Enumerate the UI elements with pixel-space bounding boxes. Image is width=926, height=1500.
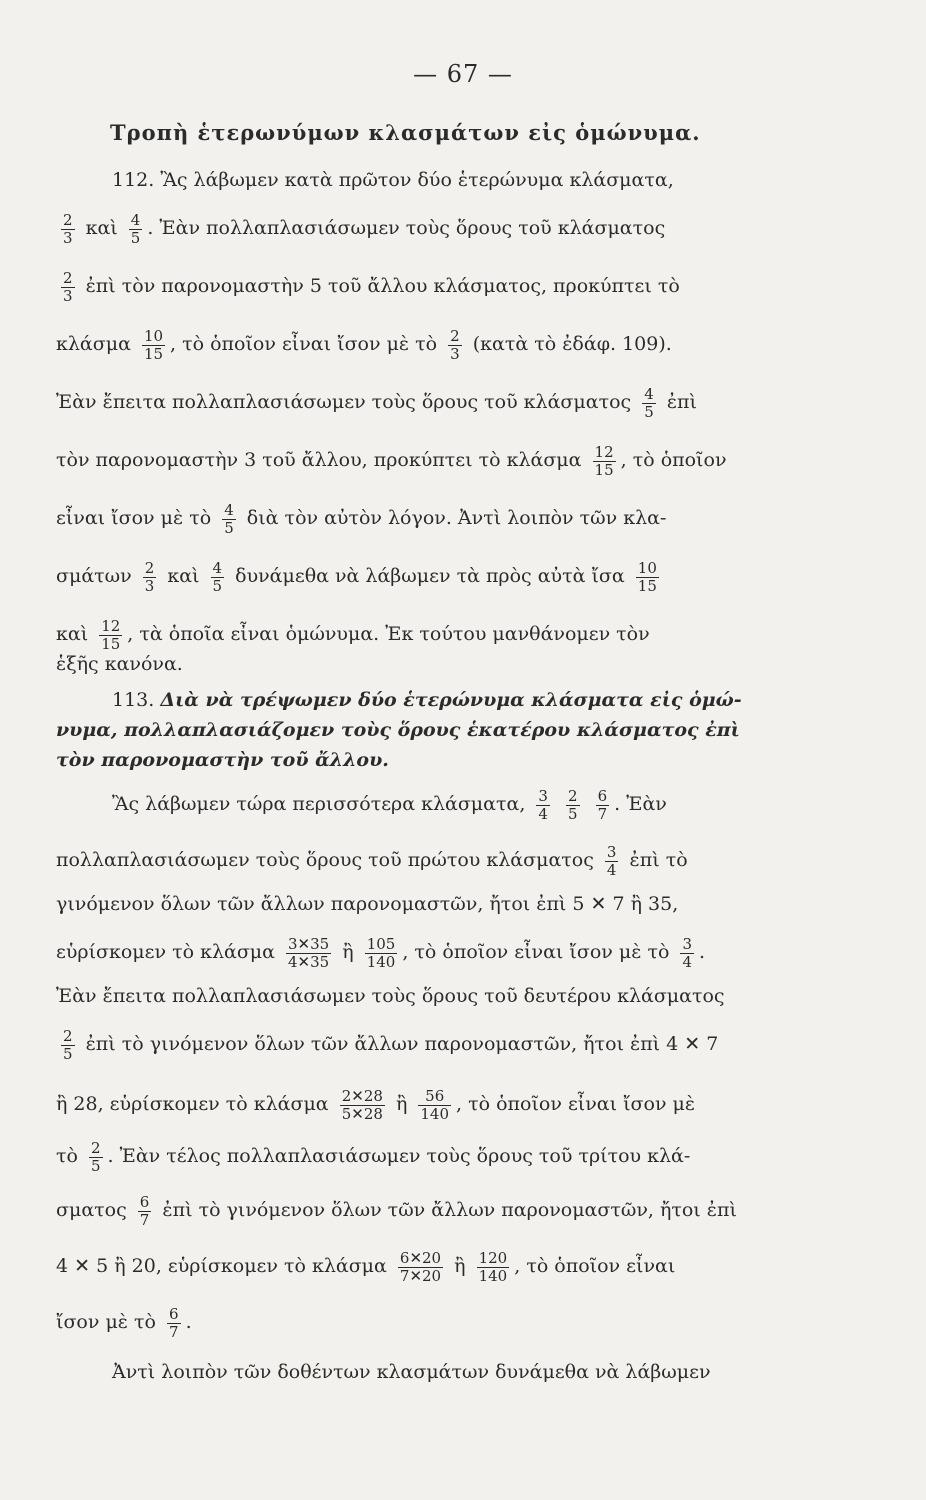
fraction: $\frac{2}{3}$ — [144, 558, 155, 595]
fraction: $\frac{2}{5}$ — [91, 1138, 101, 1175]
fraction: $\frac{56}{140}$ — [420, 1086, 450, 1123]
text-line: Ἀντὶ λοιπὸν τῶν δοθέντων κλασμάτων δυνάμεθα νὰ λάβωμεν — [112, 1361, 711, 1383]
rule-text: Διὰ νὰ τρέψωμεν δύο ἑτερώνυμα κλάσματα εἰς ὁμώ- — [160, 689, 742, 711]
fraction: $\frac{6}{7}$ — [169, 1304, 179, 1341]
fraction: $\frac{6}{7}$ — [597, 786, 608, 823]
text-line: καὶ $\frac{12}{15}$ , τὰ ὁποῖα εἶναι ὁμώνυμα. Ἐκ τούτου μανθάνομεν τὸν — [56, 616, 650, 653]
fraction: $\frac{2}{5}$ — [568, 786, 578, 823]
text-line: εἶναι ἴσον μὲ τὸ $\frac{4}{5}$ διὰ τὸν αὐτὸν λόγον. Ἀντὶ λοιπὸν τῶν κλα- — [56, 500, 667, 537]
rule-text: τὸν παρονομαστὴν τοῦ ἄλλου. — [56, 749, 389, 771]
fraction: $\frac{2✕28}{5✕28}$ — [341, 1086, 383, 1123]
page-number: — 67 — — [413, 60, 513, 88]
fraction: $\frac{2}{5}$ — [63, 1026, 73, 1063]
text-line: τὸν παρονομαστὴν 3 τοῦ ἄλλου, προκύπτει τὸ κλάσμα $\frac{12}{15}$ , τὸ ὁποῖον — [56, 442, 727, 479]
fraction: $\frac{10}{15}$ — [143, 326, 164, 363]
text-line: ἴσον μὲ τὸ $\frac{6}{7}$ . — [56, 1304, 192, 1341]
text-line: σματος $\frac{6}{7}$ ἐπὶ τὸ γινόμενον ὅλων τῶν ἄλλων παρονομαστῶν, ἤτοι ἐπὶ — [56, 1192, 737, 1229]
fraction: $\frac{2}{3}$ — [63, 268, 73, 305]
fraction: $\frac{6✕20}{7✕20}$ — [399, 1248, 442, 1285]
text-line: Ἂς λάβωμεν τώρα περισσότερα κλάσματα, $\frac{3}{4}$ $\frac{2}{5}$ $\frac{6}{7}$ . Ἐὰν — [112, 786, 667, 823]
text-line: $\frac{2}{3}$ καὶ $\frac{4}{5}$ . Ἐὰν πολλαπλασιάσωμεν τοὺς ὅρους τοῦ κλάσματος — [63, 210, 666, 247]
fraction: $\frac{3}{4}$ — [538, 786, 548, 823]
fraction: $\frac{120}{140}$ — [478, 1248, 508, 1285]
text-line: 112. Ἂς λάβωμεν κατὰ πρῶτον δύο ἑτερώνυμα κλάσματα, — [112, 169, 674, 191]
text-line: Ἐὰν ἔπειτα πολλαπλασιάσωμεν τοὺς ὅρους τοῦ δευτέρου κλάσματος — [56, 985, 725, 1007]
text-line: 4 ✕ 5 ἢ 20, εὑρίσκομεν τὸ κλάσμα $\frac{6✕20}{7✕20}$ ἢ $\frac{120}{140}$ , τὸ ὁποῖον εἶναι — [56, 1248, 676, 1285]
fraction: $\frac{4}{5}$ — [224, 500, 234, 537]
fraction: $\frac{4}{5}$ — [644, 384, 654, 421]
fraction: $\frac{12}{15}$ — [101, 616, 121, 653]
fraction: $\frac{4}{5}$ — [130, 210, 141, 247]
rule-text: νυμα, πολλαπλασιάζομεν τοὺς ὅρους ἑκατέρου κλάσματος ἐπὶ — [56, 719, 740, 741]
fraction: $\frac{3✕35}{4✕35}$ — [288, 934, 330, 971]
text-line: $\frac{2}{3}$ ἐπὶ τὸν παρονομαστὴν 5 τοῦ ἄλλου κλάσματος, προκύπτει τὸ — [63, 268, 680, 305]
fraction: $\frac{105}{140}$ — [366, 934, 396, 971]
fraction: $\frac{3}{4}$ — [606, 842, 617, 879]
text-line: κλάσμα $\frac{10}{15}$ , τὸ ὁποῖον εἶναι ἴσον μὲ τὸ $\frac{2}{3}$ (κατὰ τὸ ἐδάφ. 109). — [56, 326, 672, 363]
text-line: πολλαπλασιάσωμεν τοὺς ὅρους τοῦ πρώτου κλάσματος $\frac{3}{4}$ ἐπὶ τὸ — [56, 842, 688, 879]
fraction: $\frac{6}{7}$ — [139, 1192, 150, 1229]
fraction: $\frac{3}{4}$ — [682, 934, 692, 971]
text-line: ἢ 28, εὑρίσκομεν τὸ κλάσμα $\frac{2✕28}{5✕28}$ ἢ $\frac{56}{140}$ , τὸ ὁποῖον εἶναι ἴσον μὲ — [56, 1086, 696, 1123]
fraction: $\frac{2}{3}$ — [63, 210, 73, 247]
text-line: γινόμενον ὅλων τῶν ἄλλων παρονομαστῶν, ἤτοι ἐπὶ 5 ✕ 7 ἢ 35, — [56, 893, 679, 915]
text-line: Ἐὰν ἔπειτα πολλαπλασιάσωμεν τοὺς ὅρους τοῦ κλάσματος $\frac{4}{5}$ ἐπὶ — [56, 384, 697, 421]
text-line: τὸ $\frac{2}{5}$ . Ἐὰν τέλος πολλαπλασιάσωμεν τοὺς ὅρους τοῦ τρίτου κλά- — [56, 1138, 691, 1175]
text-line: ἑξῆς κανόνα. — [56, 653, 183, 675]
paragraph-number: 113. — [112, 689, 155, 711]
text-line: εὑρίσκομεν τὸ κλάσμα $\frac{3✕35}{4✕35}$ ἢ $\frac{105}{140}$ , τὸ ὁποῖον εἶναι ἴσον μὲ τὸ $\frac{3}{4}$ . — [56, 934, 706, 971]
text-line: $\frac{2}{5}$ ἐπὶ τὸ γινόμενον ὅλων τῶν ἄλλων παρονομαστῶν, ἤτοι ἐπὶ 4 ✕ 7 — [63, 1026, 719, 1063]
section-heading: Τροπὴ ἑτερωνύμων κλασμάτων εἰς ὁμώνυμα. — [110, 120, 701, 145]
fraction: $\frac{12}{15}$ — [594, 442, 614, 479]
paragraph-number: 112. — [112, 169, 155, 191]
fraction: $\frac{10}{15}$ — [637, 558, 657, 595]
fraction: $\frac{4}{5}$ — [212, 558, 223, 595]
text-line: σμάτων $\frac{2}{3}$ καὶ $\frac{4}{5}$ δυνάμεθα νὰ λάβωμεν τὰ πρὸς αὐτὰ ἴσα $\frac{10}{15}$ — [56, 558, 657, 595]
fraction: $\frac{2}{3}$ — [450, 326, 460, 363]
